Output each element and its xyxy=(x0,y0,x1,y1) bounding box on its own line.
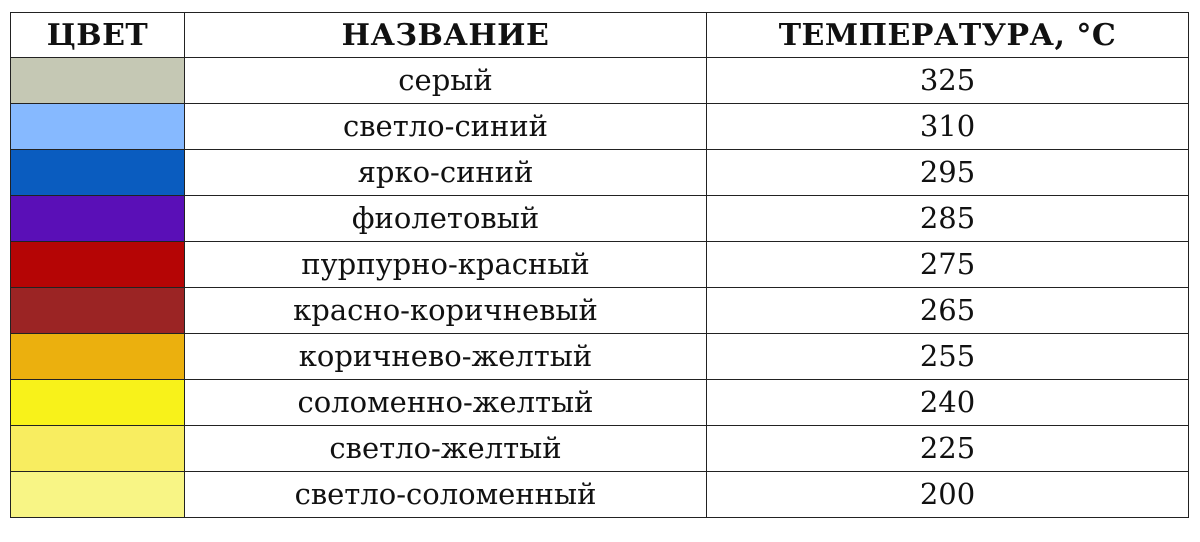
color-name-cell: ярко-синий xyxy=(185,150,707,196)
table-body xyxy=(11,58,1189,518)
table-row xyxy=(11,426,1189,472)
table-row xyxy=(11,334,1189,380)
color-swatch xyxy=(11,58,184,103)
temperature-cell: 255 xyxy=(707,334,1189,380)
temperature-cell: 285 xyxy=(707,196,1189,242)
table-row xyxy=(11,196,1189,242)
color-name-cell: светло-синий xyxy=(185,104,707,150)
color-swatch xyxy=(11,196,184,241)
color-swatch xyxy=(11,242,184,287)
color-swatch-cell xyxy=(11,104,185,150)
color-swatch-cell xyxy=(11,196,185,242)
color-swatch xyxy=(11,288,184,333)
temperature-cell: 240 xyxy=(707,380,1189,426)
color-swatch-cell xyxy=(11,288,185,334)
table-row xyxy=(11,150,1189,196)
color-name-cell: светло-соломенный xyxy=(185,472,707,518)
color-swatch-cell xyxy=(11,426,185,472)
temperature-cell: 295 xyxy=(707,150,1189,196)
header-color: ЦВЕТ xyxy=(11,13,185,58)
color-swatch-cell xyxy=(11,380,185,426)
temperature-cell: 200 xyxy=(707,472,1189,518)
color-name-cell: красно-коричневый xyxy=(185,288,707,334)
table-header xyxy=(11,13,1189,58)
table-row xyxy=(11,58,1189,104)
color-swatch-cell xyxy=(11,150,185,196)
color-swatch xyxy=(11,104,184,149)
temperature-cell: 265 xyxy=(707,288,1189,334)
color-name-cell: фиолетовый xyxy=(185,196,707,242)
table-row xyxy=(11,380,1189,426)
color-name-cell: коричнево-желтый xyxy=(185,334,707,380)
color-name-cell: серый xyxy=(185,58,707,104)
table-row xyxy=(11,242,1189,288)
color-swatch xyxy=(11,472,184,517)
color-swatch xyxy=(11,426,184,471)
temperature-cell: 275 xyxy=(707,242,1189,288)
color-name-cell: светло-желтый xyxy=(185,426,707,472)
header-row xyxy=(11,13,1189,58)
table-row xyxy=(11,288,1189,334)
color-swatch xyxy=(11,380,184,425)
color-swatch-cell xyxy=(11,472,185,518)
header-name: НАЗВАНИЕ xyxy=(185,13,707,58)
color-swatch-cell xyxy=(11,334,185,380)
temper-color-table xyxy=(10,12,1189,518)
color-name-cell: пурпурно-красный xyxy=(185,242,707,288)
color-swatch xyxy=(11,334,184,379)
header-temperature: ТЕМПЕРАТУРА, °С xyxy=(707,13,1189,58)
temperature-cell: 225 xyxy=(707,426,1189,472)
color-swatch xyxy=(11,150,184,195)
temperature-cell: 325 xyxy=(707,58,1189,104)
table-row xyxy=(11,104,1189,150)
table-row xyxy=(11,472,1189,518)
color-swatch-cell xyxy=(11,242,185,288)
color-swatch-cell xyxy=(11,58,185,104)
temperature-cell: 310 xyxy=(707,104,1189,150)
color-name-cell: соломенно-желтый xyxy=(185,380,707,426)
